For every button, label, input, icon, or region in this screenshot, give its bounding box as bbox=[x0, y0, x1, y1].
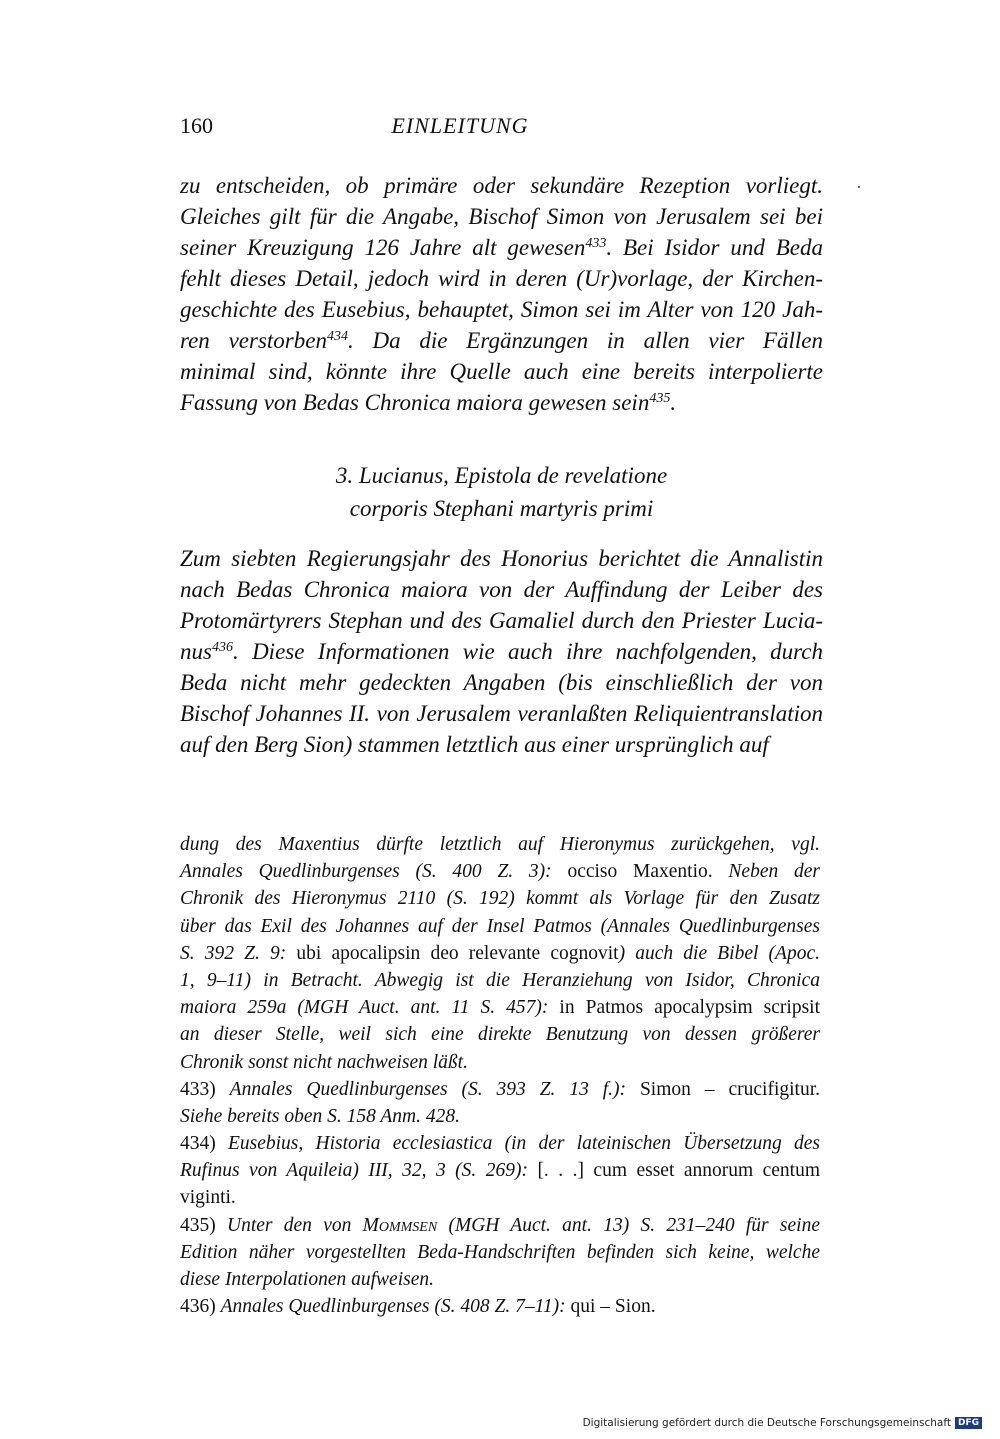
text-segment: Eusebius, Historia ecclesiastica (in der lateinischen Übersetzung des bbox=[227, 1133, 820, 1155]
text-segment: . Diese Informationen wie auch ihre nachfolgenden, durch bbox=[232, 639, 823, 664]
text-segment: Annales Quedlinburgenses (S. 393 Z. 13 f.): bbox=[229, 1078, 627, 1100]
footnote-436-line bbox=[180, 1293, 820, 1320]
page-number: 160 bbox=[180, 113, 213, 138]
footnote-continuation-line bbox=[180, 940, 820, 967]
footnote-continuation-line bbox=[180, 913, 820, 940]
page-header bbox=[180, 113, 820, 143]
body-paragraph-2 bbox=[180, 543, 823, 760]
text-segment: Fassung von Bedas Chronica maiora gewesen sein bbox=[180, 390, 650, 415]
footnote-435-line bbox=[180, 1266, 820, 1293]
footnote-435-line bbox=[180, 1212, 820, 1239]
text-segment: an dieser Stelle, weil sich eine direkte Benutzung von dessen größerer bbox=[180, 1024, 820, 1046]
text-segment: 436) bbox=[180, 1296, 221, 1318]
footnote-marker: 434 bbox=[326, 329, 348, 344]
footnote-continuation-line bbox=[180, 1021, 820, 1048]
section-heading-line-2: corporis Stephani martyris primi bbox=[349, 496, 654, 521]
text-segment: 435) bbox=[180, 1214, 228, 1236]
text-segment: S. 392 Z. 9: bbox=[180, 942, 287, 964]
footnote-433-line bbox=[180, 1076, 820, 1103]
scan-speck bbox=[858, 186, 860, 188]
footnote-marker: 433 bbox=[585, 236, 607, 251]
text-line bbox=[180, 325, 823, 356]
text-segment: seiner Kreuzigung 126 Jahre alt gewesen bbox=[180, 235, 586, 260]
section-heading bbox=[180, 459, 823, 525]
digitization-notice bbox=[583, 1417, 982, 1429]
dfg-logo: DFG bbox=[955, 1417, 982, 1429]
text-line bbox=[180, 387, 823, 418]
running-title: EINLEITUNG bbox=[391, 113, 529, 138]
footnote-434-line bbox=[180, 1184, 820, 1211]
text-line: fehlt dieses Detail, jedoch wird in deren (Ur)vorlage, der Kirchen- bbox=[180, 266, 823, 291]
text-segment: Simon – crucifigitur. bbox=[626, 1078, 820, 1100]
text-segment: 433) bbox=[180, 1078, 230, 1100]
text-segment: Mommsen bbox=[362, 1214, 438, 1236]
text-segment: in Patmos apocalypsim scripsit bbox=[548, 997, 820, 1019]
text-segment: qui – Sion. bbox=[565, 1296, 656, 1318]
footnote-continuation-line bbox=[180, 885, 820, 912]
footnote-433-line bbox=[180, 1103, 820, 1130]
text-line: Bischof Johannes II. von Jerusalem veranlaßten Reliquientranslation bbox=[180, 701, 823, 726]
digitization-text: Digitalisierung gefördert durch die Deutsche Forschungsgemeinschaft bbox=[582, 1417, 951, 1429]
footnotes bbox=[180, 831, 820, 1320]
text-segment: diese Interpolationen aufweisen. bbox=[180, 1269, 434, 1290]
text-line bbox=[180, 232, 823, 263]
footnote-435-line bbox=[180, 1239, 820, 1266]
text-segment: ren verstorben bbox=[180, 328, 327, 353]
footnote-continuation-line bbox=[180, 994, 820, 1021]
text-segment: 434) bbox=[180, 1133, 228, 1155]
text-line: minimal sind, könnte ihre Quelle auch eine bereits interpolierte bbox=[180, 359, 823, 384]
text-segment: Rufinus von Aquileia) III, 32, 3 (S. 269): bbox=[180, 1160, 528, 1182]
text-line: Beda nicht mehr gedeckten Angaben (bis einschließlich der von bbox=[180, 670, 823, 695]
footnote-continuation-line bbox=[180, 831, 820, 858]
text-line: nach Bedas Chronica maiora von der Auffindung der Leiber des bbox=[180, 577, 823, 602]
text-segment: Annales Quedlinburgenses (S. 408 Z. 7–11): bbox=[220, 1296, 566, 1318]
footnote-continuation-line bbox=[180, 858, 820, 885]
text-segment: dung des Maxentius dürfte letztlich auf Hieronymus zurückgehen, vgl. bbox=[180, 834, 820, 855]
footnote-marker: 436 bbox=[211, 640, 233, 655]
text-segment: Neben der bbox=[728, 861, 820, 883]
text-segment: [. . .] cum esset annorum centum bbox=[527, 1160, 820, 1182]
text-line: Zum siebten Regierungsjahr des Honorius berichtet die Annalistin bbox=[180, 546, 823, 571]
text-line: geschichte des Eusebius, behauptet, Simon sei im Alter von 120 Jah- bbox=[180, 297, 823, 322]
body-paragraph-1 bbox=[180, 170, 823, 418]
text-segment: ) auch die Bibel (Apoc. bbox=[618, 942, 820, 964]
footnote-434-line bbox=[180, 1130, 820, 1157]
footnote-continuation-line bbox=[180, 967, 820, 994]
text-segment: ubi apocalipsin deo relevante cognovit bbox=[286, 942, 619, 964]
text-line: auf den Berg Sion) stammen letztlich aus einer ursprünglich auf bbox=[180, 732, 769, 757]
footnote-marker: 435 bbox=[649, 391, 671, 406]
text-line bbox=[180, 636, 823, 667]
text-segment: Edition näher vorgestellten Beda-Handschriften befinden sich keine, welche bbox=[180, 1241, 820, 1263]
text-segment: über das Exil des Johannes auf der Insel Patmos (Annales Quedlinburgenses bbox=[180, 915, 820, 937]
text-segment: nus bbox=[180, 639, 212, 664]
text-segment: Annales Quedlinburgenses (S. 400 Z. 3): bbox=[180, 861, 552, 883]
footnote-434-line bbox=[180, 1157, 820, 1184]
text-line: Gleiches gilt für die Angabe, Bischof Simon von Jerusalem sei bei bbox=[180, 204, 823, 229]
text-segment: . Da die Ergänzungen in allen vier Fällen bbox=[347, 328, 823, 353]
text-segment: occiso Maxentio. bbox=[551, 861, 729, 883]
text-segment: Chronik sonst nicht nachweisen läßt. bbox=[180, 1051, 468, 1073]
section-heading-line-1: 3. Lucianus, Epistola de revelatione bbox=[335, 463, 668, 488]
text-segment: maiora 259a (MGH Auct. ant. 11 S. 457): bbox=[180, 997, 549, 1019]
text-segment: Unter den von bbox=[227, 1214, 363, 1236]
text-segment: . Bei Isidor und Beda bbox=[606, 235, 823, 260]
text-segment: Chronik des Hieronymus 2110 (S. 192) kommt als Vorlage für den Zusatz bbox=[180, 888, 820, 910]
text-segment: 1, 9–11) in Betracht. Abwegig ist die Heranziehung von Isidor, Chronica bbox=[180, 969, 820, 991]
text-line: zu entscheiden, ob primäre oder sekundäre Rezeption vorliegt. bbox=[180, 173, 823, 198]
text-segment: viginti. bbox=[180, 1187, 236, 1209]
text-segment: . bbox=[670, 390, 677, 415]
footnote-continuation-line bbox=[180, 1049, 820, 1076]
text-segment: (MGH Auct. ant. 13) S. 231–240 für seine bbox=[437, 1214, 820, 1236]
text-segment: Siehe bereits oben S. 158 Anm. 428. bbox=[180, 1105, 460, 1127]
text-line: Protomärtyrers Stephan und des Gamaliel durch den Priester Lucia- bbox=[180, 608, 823, 633]
